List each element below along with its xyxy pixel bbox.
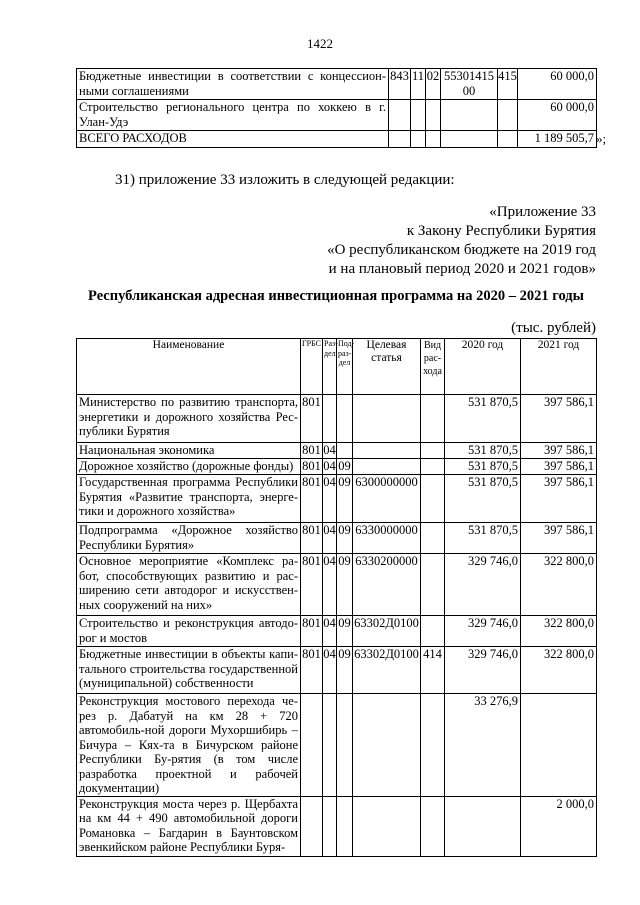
page-title: Республиканская адресная инвестиционная программа на 2020 – 2021 годы <box>88 288 584 304</box>
row-vr <box>498 131 518 148</box>
row-rz <box>323 796 337 856</box>
row-vr: 414 <box>421 647 445 694</box>
table-row <box>77 523 597 554</box>
row-name: Дорожное хозяйство (дорожные фонды) <box>77 459 301 475</box>
row-2021: 2 000,0 <box>521 796 597 856</box>
row-pr: 09 <box>337 647 353 694</box>
instruction-text: 31) приложение 33 изложить в следующей редакции: <box>115 172 455 188</box>
row-name: ВСЕГО РАСХОДОВ <box>77 131 389 148</box>
row-name: Реконструкция мостового перехода че-рез р. Дабатуй на км 28 + 720 автомобиль-ной дороги Мухоршибирь – Бичура – Кях-та в Бичурском районе Республики Бу-рятия (в том числе разработка проектной и рабочей документации) <box>77 694 301 797</box>
row-pr <box>426 131 441 148</box>
row-2021: 397 586,1 <box>521 443 597 459</box>
page-number: 1422 <box>307 36 333 51</box>
table-row <box>77 443 597 459</box>
row-2020: 329 746,0 <box>445 647 521 694</box>
row-grbs: 801 <box>301 647 323 694</box>
appendix-block <box>327 203 596 279</box>
main-table <box>76 338 597 857</box>
table-header <box>77 339 597 395</box>
row-vr <box>421 554 445 616</box>
row-2021: 322 800,0 <box>521 554 597 616</box>
header-rz: Раз-дел <box>323 339 337 395</box>
row-pr: 09 <box>338 459 351 473</box>
row-rz <box>411 100 426 131</box>
row-cs: 6300000000 <box>353 475 421 523</box>
row-rz: 04 <box>323 475 337 523</box>
row-rz: 04 <box>323 616 337 647</box>
closing-quote: »; <box>596 131 607 146</box>
row-rz: 04 <box>323 554 337 616</box>
row-name: Государственная программа Республики Бурятия «Развитие транспорта, энерге-тики и дорожного хозяйства» <box>77 475 301 523</box>
header-pr: Под-раз-дел <box>337 339 353 395</box>
row-cs: 6330200000 <box>353 554 421 616</box>
row-name: Строительство регионального центра по хоккею в г. Улан-Удэ <box>77 100 389 131</box>
row-pr <box>337 694 353 797</box>
table-row <box>77 475 597 523</box>
row-pr <box>337 395 353 443</box>
row-rz <box>323 694 337 797</box>
row-cs: 63302Д0100 <box>353 616 421 647</box>
row-pr <box>337 443 353 459</box>
row-name: Подпрограмма «Дорожное хозяйство Республики Бурятия» <box>77 523 301 554</box>
row-pr: 09 <box>337 554 353 616</box>
row-grbs: 801 <box>301 616 323 647</box>
header-name: Наименование <box>77 339 301 395</box>
header-2021: 2021 год <box>521 339 597 395</box>
row-vr <box>421 694 445 797</box>
row-amount: 1 189 505,7 <box>518 131 597 148</box>
row-rz: 11 <box>411 69 426 100</box>
table-row <box>77 554 597 616</box>
table-row <box>77 459 597 475</box>
table-row <box>77 69 597 100</box>
row-rz <box>323 395 337 443</box>
row-2021: 322 800,0 <box>521 616 597 647</box>
row-grbs <box>301 694 323 797</box>
row-2020: 33 276,9 <box>445 694 521 797</box>
row-pr: 09 <box>337 616 353 647</box>
row-amount: 60 000,0 <box>518 100 597 131</box>
appendix-line-3: «О республиканском бюджете на 2019 год <box>327 242 596 258</box>
table-row <box>77 647 597 694</box>
row-rz: 04 <box>323 647 337 694</box>
row-cs: 5530141500 <box>441 69 498 100</box>
table-row <box>77 694 597 797</box>
row-2021: 322 800,0 <box>521 647 597 694</box>
row-pr: 02 <box>426 69 441 100</box>
row-name: Национальная экономика <box>77 443 301 459</box>
row-pr <box>337 796 353 856</box>
row-vr <box>421 395 445 443</box>
table-row <box>77 616 597 647</box>
row-grbs <box>301 796 323 856</box>
row-vr <box>498 100 518 131</box>
row-name: Бюджетные инвестиции в объекты капи-тального строительства государственной (муниципальной) собственности <box>77 647 301 694</box>
table-row <box>77 100 597 131</box>
row-grbs: 801 <box>302 459 321 473</box>
header-cs: Целевая статья <box>353 339 421 395</box>
row-2021 <box>521 694 597 797</box>
appendix-line-4: и на плановый период 2020 и 2021 годов» <box>328 261 596 277</box>
row-2020: 531 870,5 <box>445 443 521 459</box>
row-grbs: 801 <box>301 554 323 616</box>
row-cs <box>353 443 421 459</box>
appendix-line-1: «Приложение 33 <box>489 204 596 220</box>
row-grbs <box>389 131 411 148</box>
appendix-line-2: к Закону Республики Бурятия <box>406 223 596 239</box>
table-row <box>77 131 597 148</box>
row-name: Реконструкция моста через р. Щербахта на км 44 + 490 автомобильной дороги Романовка – Багдарин в Баунтовском эвенкийском районе Республики Буря- <box>77 796 301 856</box>
row-vr <box>421 443 445 459</box>
table-row <box>77 796 597 856</box>
row-name: Министерство по развитию транспорта, энергетики и дорожного хозяйства Рес-публики Бурятия <box>77 395 301 443</box>
units-label: (тыс. рублей) <box>511 320 596 336</box>
row-2021: 397 586,1 <box>521 523 597 554</box>
row-2021: 397 586,1 <box>521 459 597 475</box>
row-cs: 6330000000 <box>353 523 421 554</box>
row-2020: 329 746,0 <box>445 554 521 616</box>
row-2021: 397 586,1 <box>521 395 597 443</box>
row-cs <box>441 131 498 148</box>
row-grbs: 801 <box>301 523 323 554</box>
row-amount: 60 000,0 <box>518 69 597 100</box>
row-grbs: 843 <box>389 69 411 100</box>
table-row <box>77 395 597 443</box>
row-name: Основное мероприятие «Комплекс ра-бот, способствующих развитию и рас-ширению сети автодорог и искусствен-ных сооружений на них» <box>77 554 301 616</box>
top-table <box>76 68 597 148</box>
row-vr <box>421 796 445 856</box>
row-vr <box>421 459 445 475</box>
row-cs <box>441 100 498 131</box>
row-2020: 531 870,5 <box>445 459 521 475</box>
row-cs <box>353 395 421 443</box>
row-name: Бюджетные инвестиции в соответствии с концессион-ными соглашениями <box>77 69 389 100</box>
row-cs <box>353 796 421 856</box>
row-rz: 04 <box>323 443 336 457</box>
header-2020: 2020 год <box>445 339 521 395</box>
row-cs: 63302Д0100 <box>353 647 421 694</box>
row-cs <box>353 694 421 797</box>
row-2020: 329 746,0 <box>445 616 521 647</box>
row-vr <box>421 523 445 554</box>
row-2020: 531 870,5 <box>445 475 521 523</box>
row-rz: 04 <box>323 523 337 554</box>
row-grbs: 801 <box>301 475 323 523</box>
row-vr: 415 <box>498 69 518 100</box>
row-pr: 09 <box>337 523 353 554</box>
row-name: Строительство и реконструкция автодо-рог и мостов <box>77 616 301 647</box>
row-vr <box>421 475 445 523</box>
row-grbs: 801 <box>301 395 323 443</box>
header-vr: Вид рас-хода <box>421 339 445 395</box>
row-pr <box>426 100 441 131</box>
row-pr: 09 <box>337 475 353 523</box>
row-2020: 531 870,5 <box>445 523 521 554</box>
row-cs <box>353 459 421 475</box>
header-grbs: ГРБС <box>301 339 323 395</box>
row-vr <box>421 616 445 647</box>
row-2020: 531 870,5 <box>445 395 521 443</box>
row-grbs <box>389 100 411 131</box>
row-grbs: 801 <box>302 443 321 457</box>
row-rz: 04 <box>323 459 336 473</box>
row-2021: 397 586,1 <box>521 475 597 523</box>
row-2020 <box>445 796 521 856</box>
row-rz <box>411 131 426 148</box>
